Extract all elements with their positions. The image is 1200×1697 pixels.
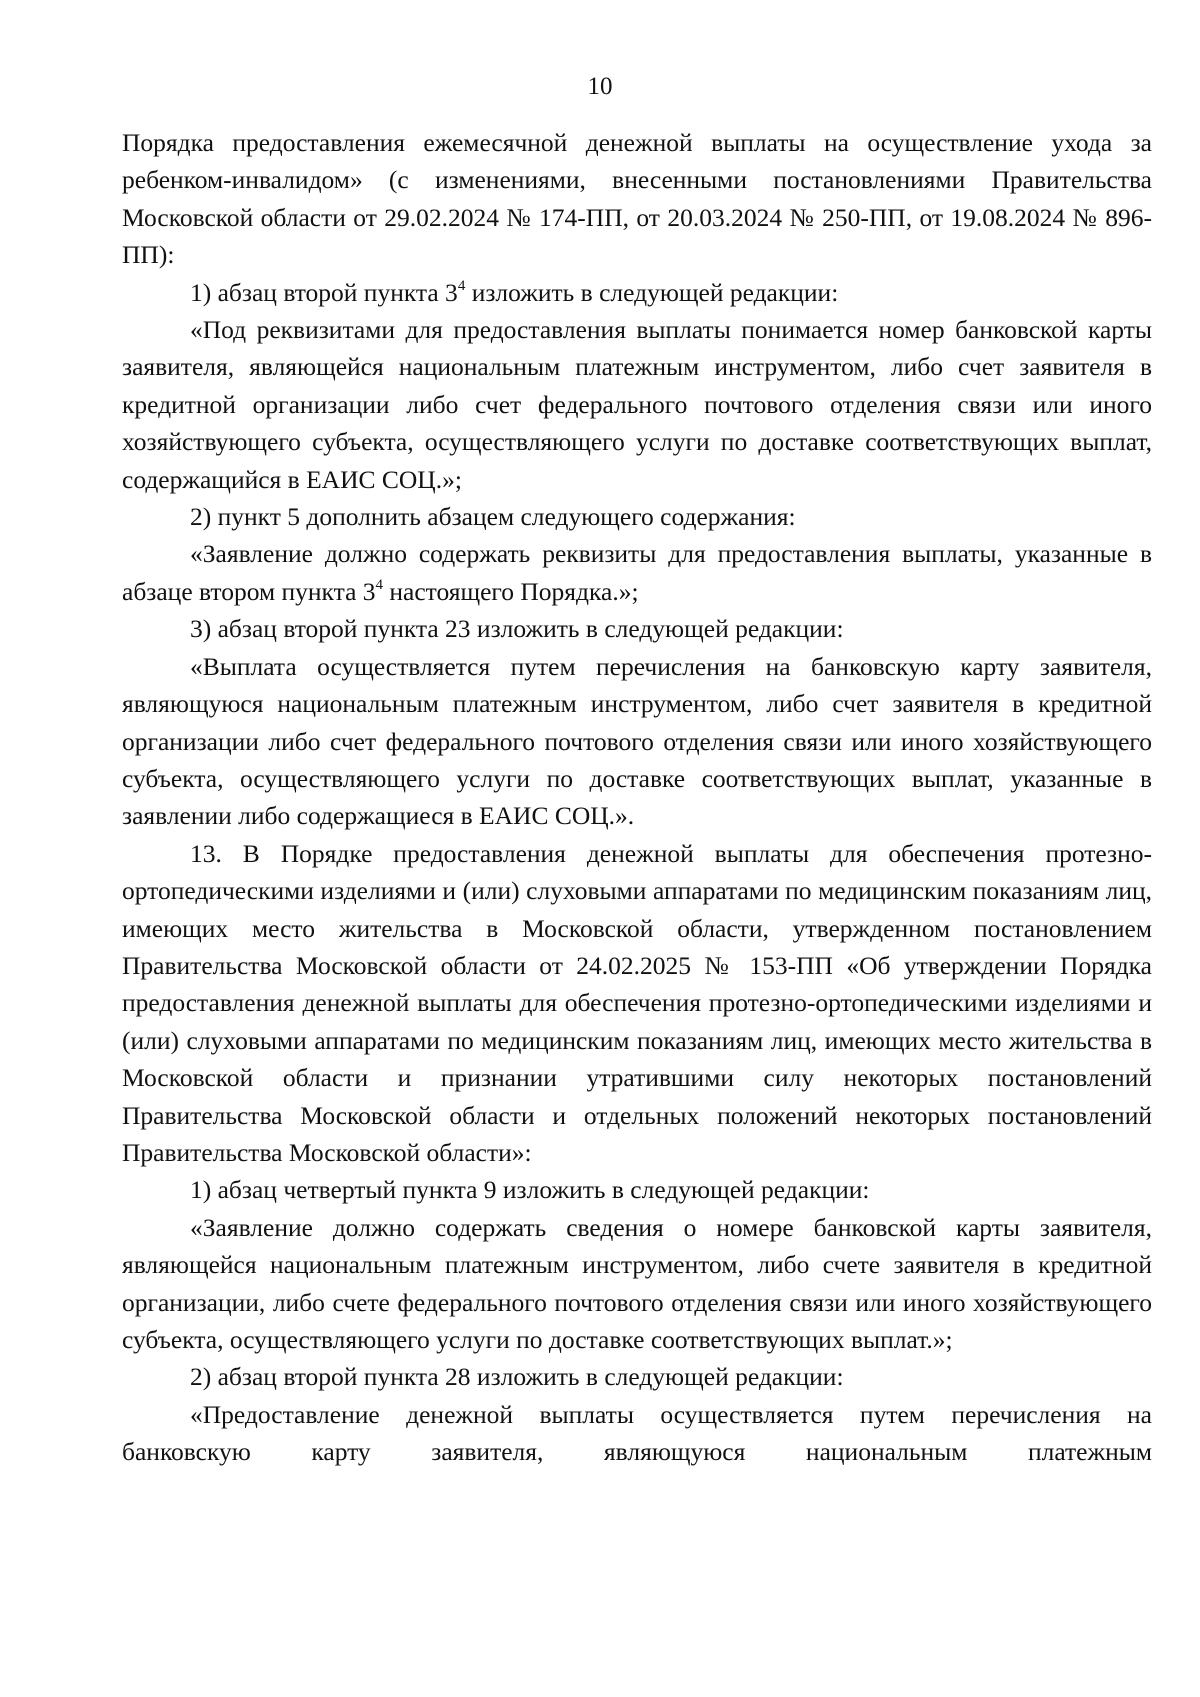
paragraph-order-title-continuation: Порядка предоставления ежемесячной денежной выплаты на осуществление ухода за ребенком-инвалидом» (с изменениями, внесенными постановлениями Правительства Московской области от 29.02.2024 № 174-ПП, от 20.03.2024 № 250-ПП, от 19.08.2024 № 896-ПП): (122, 128, 1152, 270)
paragraph-requisites-definition: «Под реквизитами для предоставления выплаты понимается номер банковской карты заявителя, являющейся национальным платежным инструментом, либо счет заявителя в кредитной организации либо счет федерального почтового отделения связи или иного хозяйствующего субъекта, осуществляющего услуги по доставке соответствующих выплат, содержащийся в ЕАИС СОЦ.»; (122, 315, 1152, 494)
paragraph-item-1-heading-section-13: 1) абзац четвертый пункта 9 изложить в следующей редакции: (190, 1175, 870, 1205)
superscript: 4 (375, 576, 384, 593)
paragraph-item-3-heading: 3) абзац второй пункта 23 изложить в следующей редакции: (190, 614, 844, 644)
paragraph-item-1-heading (122, 274, 1152, 311)
paragraph-section-13: 13. В Порядке предоставления денежной выплаты для обеспечения протезно-ортопедическими изделиями и (или) слуховыми аппаратами по медицинским показаниям лиц, имеющих место жительства в Московской области, утвержденном постановлением Правительства Московской области от 24.02.2025 № 153-ПП «Об утверждении Порядка предоставления денежной выплаты для обеспечения протезно-ортопедическими изделиями и (или) слуховыми аппаратами по медицинским показаниям лиц, имеющих место жительства в Московской области и признании утратившими силу некоторых постановлений Правительства Московской области и отдельных положений некоторых постановлений Правительства Московской области»: (122, 838, 1152, 1167)
paragraph-payment-transfer: «Выплата осуществляется путем перечисления на банковскую карту заявителя, являющуюся национальным платежным инструментом, либо счет заявителя в кредитной организации либо счет федерального почтового отделения связи или иного хозяйствующего субъекта, осуществляющего услуги по доставке соответствующих выплат, указанные в заявлении либо содержащиеся в ЕАИС СОЦ.». (122, 651, 1152, 831)
paragraph-application-requisites (122, 535, 1152, 610)
paragraph-application-content: «Заявление должно содержать сведения о номере банковской карты заявителя, являющейся национальным платежным инструментом, либо счете заявителя в кредитной организации, либо счете федерального почтового отделения связи или иного хозяйствующего субъекта, осуществляющего услуги по доставке соответствующих выплат.»; (122, 1212, 1152, 1354)
paragraph-item-2-heading-section-13: 2) абзац второй пункта 28 изложить в следующей редакции: (190, 1362, 844, 1392)
page-number: 10 (587, 73, 613, 100)
superscript: 4 (457, 277, 466, 294)
paragraph-payment-provision: «Предоставление денежной выплаты осуществляется путем перечисления на банковскую карту заявителя, являющуюся национальным платежным (122, 1399, 1152, 1467)
paragraph-text: настоящего Порядка.»; (383, 576, 639, 606)
document-body (122, 124, 1152, 1471)
paragraph-item-2-heading: 2) пункт 5 дополнить абзацем следующего содержания: (190, 502, 796, 532)
paragraph-text: «Заявление должно содержать реквизиты для предоставления выплаты, указанные в абзаце втором пункта 3 (122, 539, 1152, 606)
paragraph-text: 1) абзац второй пункта 3 (190, 277, 458, 307)
paragraph-text: изложить в следующей редакции: (465, 277, 839, 307)
